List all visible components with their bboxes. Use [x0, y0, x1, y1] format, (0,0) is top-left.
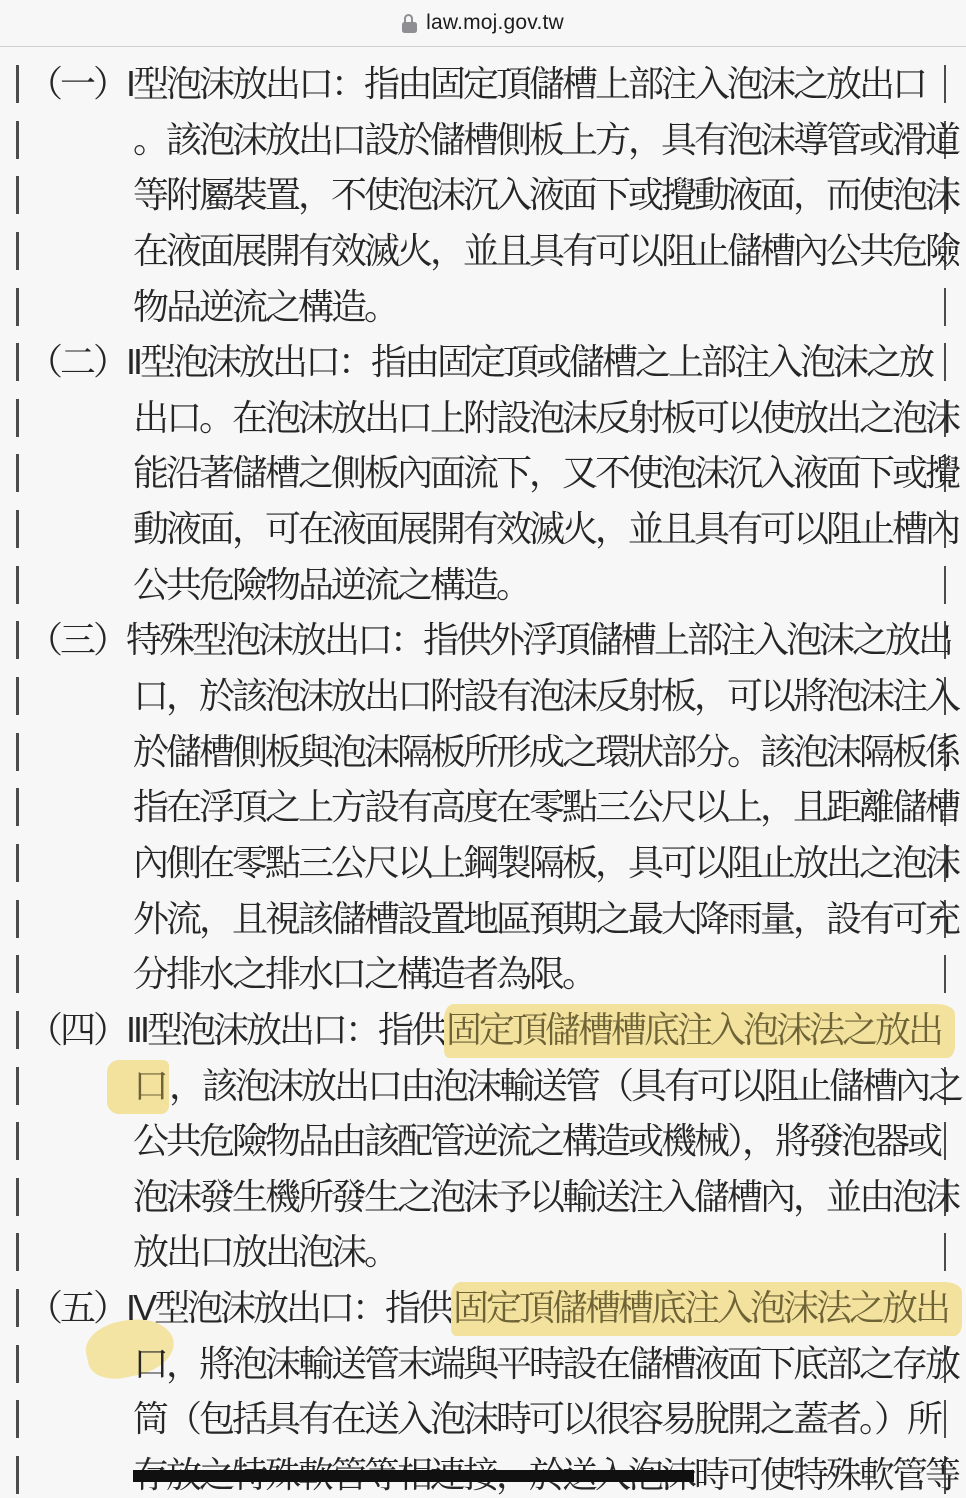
text-line-content: [133, 1398, 940, 1440]
text-line: [0, 334, 966, 390]
text-line: [0, 501, 966, 557]
table-border-tick-left: [16, 1456, 19, 1494]
text-segment: （二）II型泡沫放出口：指由固定頂或儲槽之上部注入泡沫之放: [27, 341, 933, 383]
table-border-tick-right: [944, 65, 947, 103]
table-border-tick-left: [16, 621, 19, 659]
text-line-content: [133, 397, 958, 439]
text-segment: 能沿著儲槽之側板內面流下，又不使泡沫沉入液面下或攪: [133, 452, 959, 494]
text-line-content: [133, 1065, 961, 1107]
text-segment: 在液面展開有效滅火，並且具有可以阻止儲槽內公共危險: [133, 229, 959, 271]
text-line-content: [27, 1287, 948, 1329]
text-line: [0, 1391, 966, 1447]
table-border-tick-left: [16, 1122, 19, 1160]
text-line-content: [133, 1120, 940, 1162]
text-line: [0, 612, 966, 668]
table-border-tick-right: [944, 343, 947, 381]
table-border-tick-left: [16, 733, 19, 771]
table-border-tick-left: [16, 176, 19, 214]
text-segment: （四）III型泡沫放出口：指供: [27, 1008, 445, 1050]
text-segment: 物品逆流之構造。: [133, 285, 398, 327]
table-border-tick-left: [16, 1178, 19, 1216]
text-segment: 。該泡沫放出口設於儲槽側板上方，具有泡沫導管或滑道: [133, 118, 959, 160]
table-border-tick-left: [16, 232, 19, 270]
text-segment: 出口。在泡沫放出口上附設泡沫反射板可以使放出之泡沫: [133, 396, 959, 438]
text-segment: 口，將泡沫輸送管末端與平時設在儲槽液面下底部之存放: [133, 1342, 959, 1384]
text-segment: 公共危險物品由該配管逆流之構造或機械），將發泡器或: [133, 1120, 941, 1162]
text-segment: 時可使特殊軟管等: [694, 1454, 959, 1496]
text-line-content: [133, 508, 958, 550]
text-segment: 外流，且視該儲槽設置地區預期之最大降雨量，設有可充: [133, 897, 959, 939]
text-line-content: [133, 564, 529, 606]
text-line-content: [133, 1231, 397, 1273]
table-border-tick-right: [944, 288, 947, 326]
text-line-content: [133, 174, 958, 216]
text-segment: 口，於該泡沫放出口附設有泡沫反射板，可以將泡沫注入: [133, 675, 959, 717]
text-line-content: [133, 1454, 958, 1496]
struck-text: 存放之特殊軟管等相連接，於送入泡沫: [133, 1454, 695, 1496]
table-border-tick-right: [944, 1122, 947, 1160]
table-border-tick-left: [16, 1011, 19, 1049]
table-border-tick-right: [944, 1400, 947, 1438]
highlighted-text: 口: [107, 1060, 169, 1114]
lock-icon: [402, 14, 417, 33]
text-segment: （三）特殊型泡沫放出口：指供外浮頂儲槽上部注入泡沫之放出: [27, 619, 952, 661]
text-line: [0, 1336, 966, 1392]
text-line-content: [133, 898, 958, 940]
table-border-tick-left: [16, 1345, 19, 1383]
text-segment: 於儲槽側板與泡沫隔板所形成之環狀部分。該泡沫隔板係: [133, 730, 959, 772]
law-text-document: [0, 56, 966, 1498]
text-line: [0, 835, 966, 891]
table-border-tick-left: [16, 844, 19, 882]
text-line-content: [133, 1343, 958, 1385]
text-line-content: [133, 119, 958, 161]
table-border-tick-left: [16, 454, 19, 492]
text-line-content: [27, 619, 951, 661]
text-line: [0, 1002, 966, 1058]
table-border-tick-left: [16, 1289, 19, 1327]
text-segment: 放出口放出泡沫。: [133, 1231, 398, 1273]
text-line: [0, 445, 966, 501]
text-line-content: [133, 230, 958, 272]
text-segment: （五）IV型泡沫放出口：指供: [27, 1287, 452, 1329]
text-line: [0, 1224, 966, 1280]
text-line-content: [133, 953, 595, 995]
table-border-tick-left: [16, 399, 19, 437]
text-line: [0, 724, 966, 780]
text-line: [0, 1113, 966, 1169]
text-segment: ，該泡沫放出口由泡沫輸送管（具有可以阻止儲槽內之: [169, 1064, 962, 1106]
text-line: [0, 167, 966, 223]
table-border-tick-left: [16, 900, 19, 938]
text-segment: 等附屬裝置，不使泡沫沉入液面下或攪動液面，而使泡沫: [133, 174, 959, 216]
text-line: [0, 112, 966, 168]
url-text[interactable]: law.moj.gov.tw: [426, 11, 564, 34]
text-line: [0, 279, 966, 335]
text-line: [0, 946, 966, 1002]
text-line-content: [133, 786, 958, 828]
table-border-tick-left: [16, 65, 19, 103]
table-border-tick-left: [16, 1233, 19, 1271]
text-line-content: [133, 452, 958, 494]
table-border-tick-left: [16, 788, 19, 826]
text-line: [0, 779, 966, 835]
table-border-tick-left: [16, 1400, 19, 1438]
table-border-tick-left: [16, 121, 19, 159]
table-border-tick-right: [944, 1233, 947, 1271]
table-border-tick-left: [16, 955, 19, 993]
text-line-content: [133, 842, 958, 884]
text-segment: 筒（包括具有在送入泡沫時可以很容易脫開之蓋者。）所: [133, 1398, 941, 1440]
table-border-tick-left: [16, 288, 19, 326]
table-border-tick-right: [944, 955, 947, 993]
highlighted-text: 固定頂儲槽槽底注入泡沫法之放出: [444, 1004, 955, 1058]
text-segment: 分排水之排水口之構造者為限。: [133, 953, 596, 995]
text-segment: 動液面，可在液面展開有效滅火，並且具有可以阻止槽內: [133, 508, 959, 550]
text-segment: 公共危險物品逆流之構造。: [133, 563, 530, 605]
table-border-tick-left: [16, 343, 19, 381]
text-line-content: [133, 731, 958, 773]
text-line-content: [133, 675, 958, 717]
text-line: [0, 891, 966, 947]
text-line: [0, 1058, 966, 1114]
url-bar[interactable]: [0, 0, 966, 47]
text-line-content: [27, 341, 932, 383]
text-line: [0, 1169, 966, 1225]
table-border-tick-left: [16, 566, 19, 604]
text-line: [0, 223, 966, 279]
text-line-content: [133, 1176, 958, 1218]
table-border-tick-left: [16, 510, 19, 548]
text-line: [0, 56, 966, 112]
text-segment: 內側在零點三公尺以上鋼製隔板，具可以阻止放出之泡沫: [133, 841, 959, 883]
text-line: [0, 1447, 966, 1498]
text-line: [0, 557, 966, 613]
table-border-tick-right: [944, 566, 947, 604]
text-segment: 泡沫發生機所發生之泡沫予以輸送注入儲槽內，並由泡沫: [133, 1175, 959, 1217]
text-segment: （一）I型泡沫放出口：指由固定頂儲槽上部注入泡沫之放出口: [27, 63, 926, 104]
text-line-content: [27, 63, 925, 105]
text-segment: 指在浮頂之上方設有高度在零點三公尺以上，且距離儲槽: [133, 786, 959, 828]
table-border-tick-left: [16, 677, 19, 715]
text-line: [0, 1280, 966, 1336]
table-border-tick-left: [16, 1067, 19, 1105]
text-line: [0, 390, 966, 446]
text-line: [0, 668, 966, 724]
text-line-content: [27, 1009, 941, 1051]
highlighted-text: 固定頂儲槽槽底注入泡沫法之放出: [451, 1282, 962, 1336]
text-line-content: [133, 286, 397, 328]
